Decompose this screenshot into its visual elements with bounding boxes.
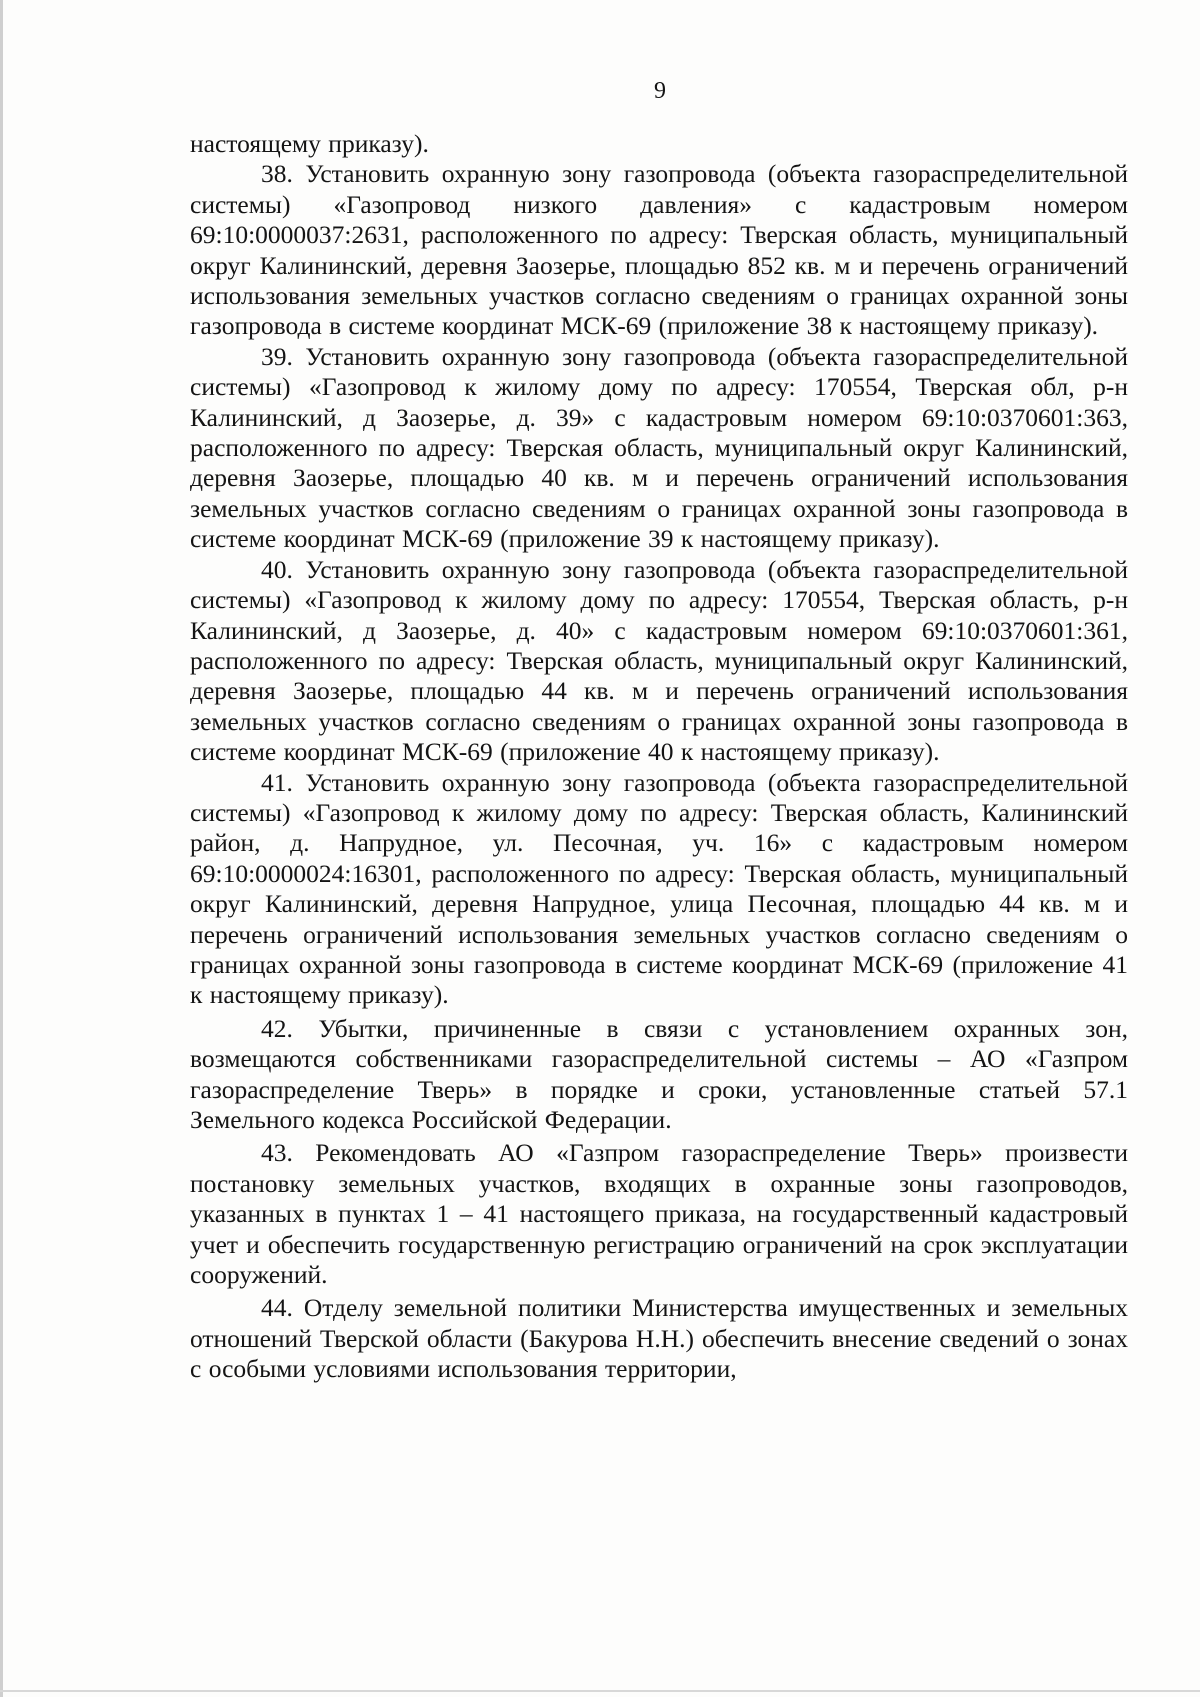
paragraph-item-38 — [190, 159, 1128, 341]
paragraph-text: настоящему приказу). — [190, 129, 429, 158]
item-number: 40. — [261, 554, 293, 584]
paragraph-text: Рекомендовать АО «Газпром газораспределение Тверь» произвести постановку земельных участков, входящих в охранные зоны газопроводов, указанных в пунктах 1 – 41 настоящего приказа, на государственный кадастровый учет и обеспечить государственную регистрацию ограничений на срок эксплуатации сооружений. — [190, 1138, 1129, 1290]
paragraph-item-40 — [190, 555, 1128, 768]
paragraph-text: Установить охранную зону газопровода (объекта газораспределительной системы) «Газопровод к жилому дому по адресу: 170554, Тверская обл, р-н Калининский, д Заозерье, д. 39» с кадастровым номером 69:10:0370601:363, расположенного по адресу: Тверская область, муниципальный округ Калининский, деревня Заозерье, площадью 40 кв. м и перечень ограничений использования земельных участков согласно сведениям о границах охранной зоны газопровода в системе координат МСК-69 (приложение 39 к настоящему приказу). — [190, 341, 1128, 554]
item-number: 41. — [261, 767, 293, 797]
item-number: 38. — [261, 159, 293, 189]
paragraph-continuation — [190, 129, 1128, 159]
paragraph-text: Отделу земельной политики Министерства имущественных и земельных отношений Тверской области (Бакурова Н.Н.) обеспечить внесение сведений о зонах с особыми условиями использования территории, — [190, 1293, 1128, 1384]
paragraph-item-43 — [190, 1138, 1128, 1290]
item-number: 44. — [261, 1293, 293, 1323]
paragraph-item-42 — [190, 1014, 1128, 1136]
page-left-edge — [0, 0, 3, 1697]
paragraph-item-39 — [190, 342, 1128, 555]
item-number: 42. — [261, 1013, 293, 1043]
paragraph-item-41 — [190, 768, 1128, 1011]
paragraph-item-44 — [190, 1293, 1128, 1384]
paragraph-text: Установить охранную зону газопровода (объекта газораспределительной системы) «Газопровод к жилому дому по адресу: 170554, Тверская область, р-н Калининский, д Заозерье, д. 40» с кадастровым номером 69:10:0370601:361, расположенного по адресу: Тверская область, муниципальный округ Калининский, деревня Заозерье, площадью 44 кв. м и перечень ограничений использования земельных участков согласно сведениям о границах охранной зоны газопровода в системе координат МСК-69 (приложение 40 к настоящему приказу). — [190, 554, 1128, 767]
document-body — [190, 129, 1128, 1385]
item-number: 43. — [261, 1138, 293, 1168]
paragraph-text: Убытки, причиненные в связи с установлением охранных зон, возмещаются собственниками газораспределительной системы – АО «Газпром газораспределение Тверь» в порядке и сроки, установленные статьей 57.1 Земельного кодекса Российской Федерации. — [190, 1013, 1129, 1134]
paragraph-text: Установить охранную зону газопровода (объекта газораспределительной системы) «Газопровод к жилому дому по адресу: Тверская область, Калининский район, д. Напрудное, ул. Песочная, уч. 16» с кадастровым номером 69:10:0000024:16301, расположенного по адресу: Тверская область, муниципальный округ Калининский, деревня Напрудное, улица Песочная, площадью 44 кв. м и перечень ограничений использования земельных участков согласно сведениям о границах охранной зоны газопровода в системе координат МСК-69 (приложение 41 к настоящему приказу). — [190, 767, 1128, 1010]
paragraph-text: Установить охранную зону газопровода (объекта газораспределительной системы) «Газопровод низкого давления» с кадастровым номером 69:10:0000037:2631, расположенного по адресу: Тверская область, муниципальный округ Калининский, деревня Заозерье, площадью 852 кв. м и перечень ограничений использования земельных участков согласно сведениям о границах охранной зоны газопровода в системе координат МСК-69 (приложение 38 к настоящему приказу). — [190, 159, 1128, 341]
page-number: 9 — [654, 78, 666, 104]
page-bottom-edge — [0, 1690, 1200, 1692]
item-number: 39. — [261, 341, 293, 371]
